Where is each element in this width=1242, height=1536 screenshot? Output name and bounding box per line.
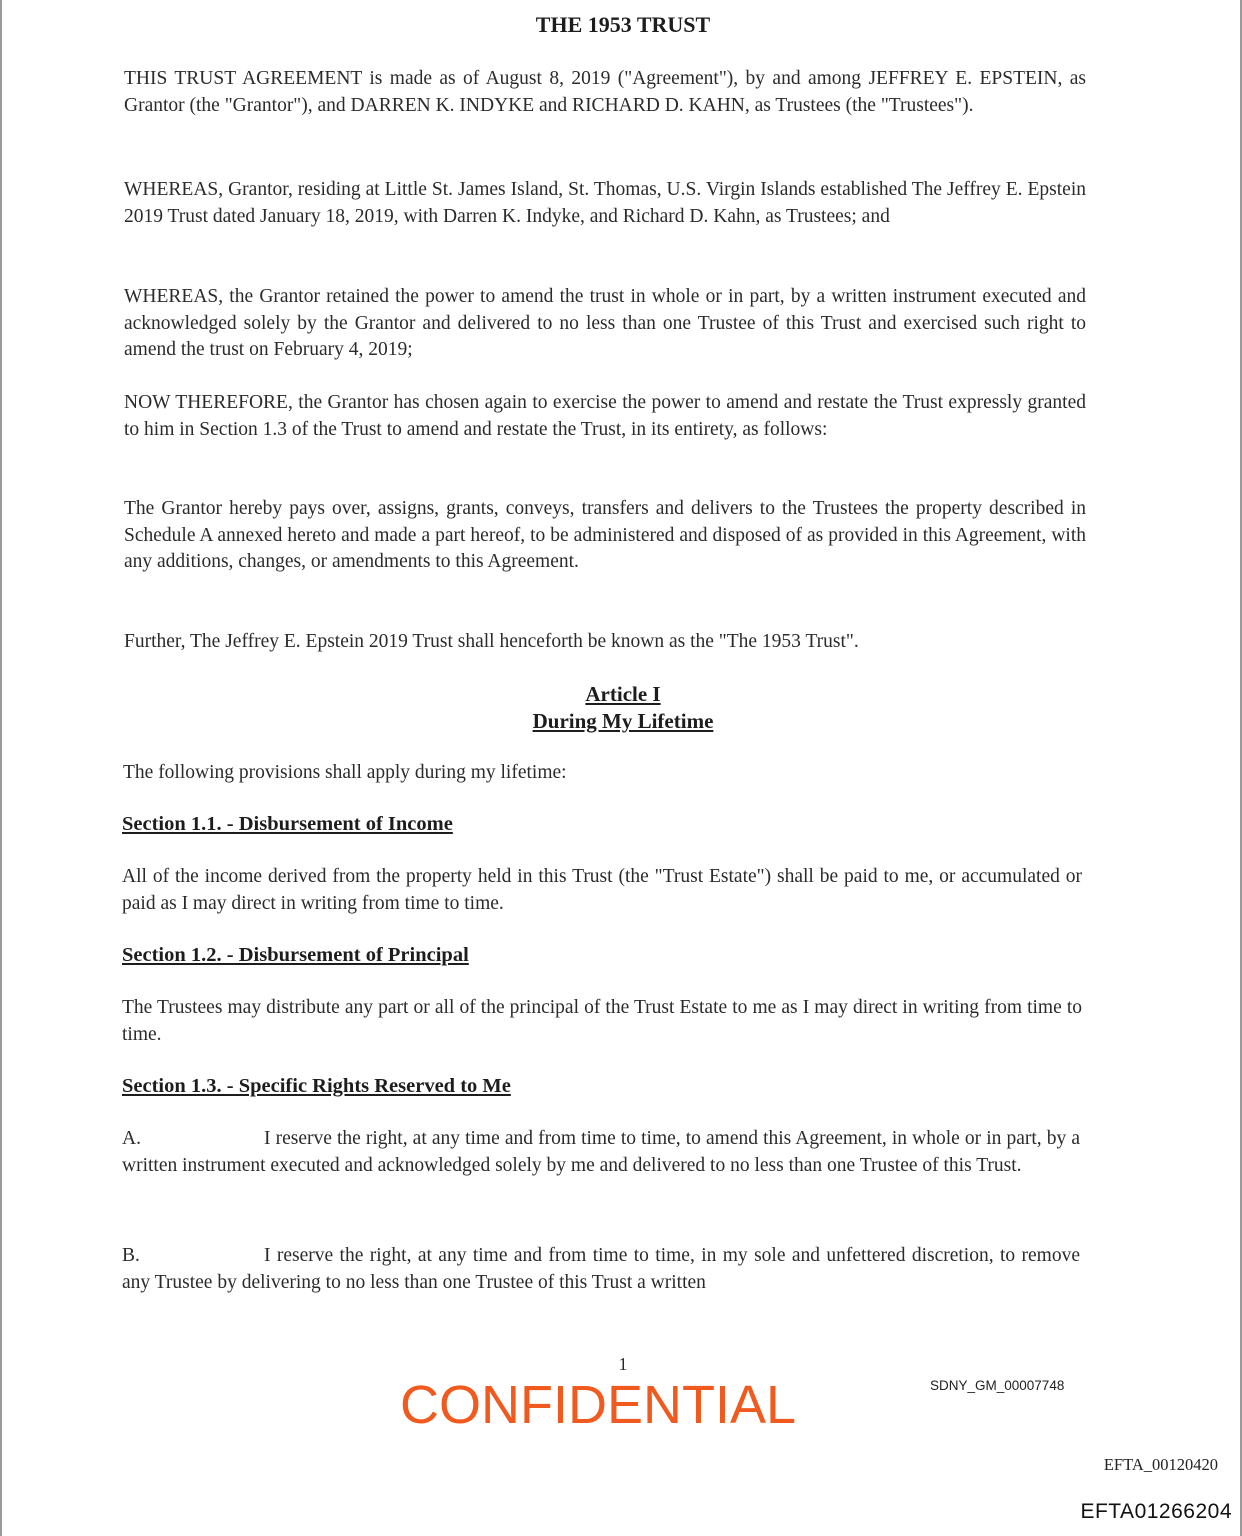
paragraph-whereas-1: WHEREAS, Grantor, residing at Little St. James Island, St. Thomas, U.S. Virgin Islands established The Jeffrey E. Epstein 2019 Trust dated January 18, 2019, with Darren K. Indyke, and Richard D. Kahn, as Trustees; and	[124, 179, 1086, 227]
paragraph-agreement: THIS TRUST AGREEMENT is made as of August 8, 2019 ("Agreement"), by and among JEFFREY E. EPSTEIN, as Grantor (the "Grantor"), and DARREN K. INDYKE and RICHARD D. KAHN, as Trustees (the "Trustees").	[124, 68, 1086, 116]
bates-number: SDNY_GM_00007748	[930, 1378, 1065, 1393]
section-1-2-text: The Trustees may distribute any part or all of the principal of the Trust Estate to me as I may direct in writing from time to time.	[122, 997, 1082, 1045]
document-title: THE 1953 TRUST	[535, 12, 711, 37]
paragraph-grant: The Grantor hereby pays over, assigns, grants, conveys, transfers and delivers to the Trustees the property described in Schedule A annexed hereto and made a part hereof, to be administered and disposed of as provided in this Agreement, with any additions, changes, or amendments to this Agreement.	[124, 498, 1086, 572]
paragraph-further: Further, The Jeffrey E. Epstein 2019 Trust shall henceforth be known as the "The 1953 Trust".	[124, 631, 859, 652]
item-label: A.	[122, 1128, 141, 1149]
article-title: During My Lifetime	[532, 709, 714, 733]
section-1-3-heading: Section 1.3. - Specific Rights Reserved to Me	[122, 1075, 511, 1097]
paragraph-now-therefore: NOW THEREFORE, the Grantor has chosen again to exercise the power to amend and restate the Trust expressly granted to him in Section 1.3 of the Trust to amend and restate the Trust, in its entirety, as follows:	[124, 392, 1086, 440]
efta-number-primary: EFTA_00120420	[1103, 1455, 1218, 1474]
article-number: Article I	[585, 682, 661, 706]
section-1-1-heading: Section 1.1. - Disbursement of Income	[122, 813, 453, 835]
confidential-stamp: CONFIDENTIAL	[400, 1375, 797, 1435]
item-label: B.	[122, 1245, 140, 1266]
paragraph-whereas-2: WHEREAS, the Grantor retained the power to amend the trust in whole or in part, by a written instrument executed and acknowledged solely by the Grantor and delivered to no less than one Trustee of this Trust and exercised such right to amend the trust on February 4, 2019;	[124, 286, 1086, 360]
section-1-1-text: All of the income derived from the property held in this Trust (the "Trust Estate") shall be paid to me, or accumulated or paid as I may direct in writing from time to time.	[122, 866, 1082, 914]
section-1-3-item-a	[122, 1126, 1080, 1179]
item-text: I reserve the right, at any time and from time to time, in my sole and unfettered discretion, to remove any Trustee by delivering to no less than one Trustee of this Trust a written	[122, 1245, 1080, 1293]
article-intro: The following provisions shall apply during my lifetime:	[123, 762, 567, 783]
item-text: I reserve the right, at any time and from time to time, to amend this Agreement, in whole or in part, by a written instrument executed and acknowledged solely by me and delivered to no less than one Trustee of this Trust.	[122, 1128, 1080, 1176]
section-1-3-item-b	[122, 1243, 1080, 1296]
efta-number-secondary: EFTA01266204	[1080, 1500, 1232, 1523]
section-1-2-heading: Section 1.2. - Disbursement of Principal	[122, 944, 469, 966]
page-number: 1	[618, 1354, 628, 1374]
